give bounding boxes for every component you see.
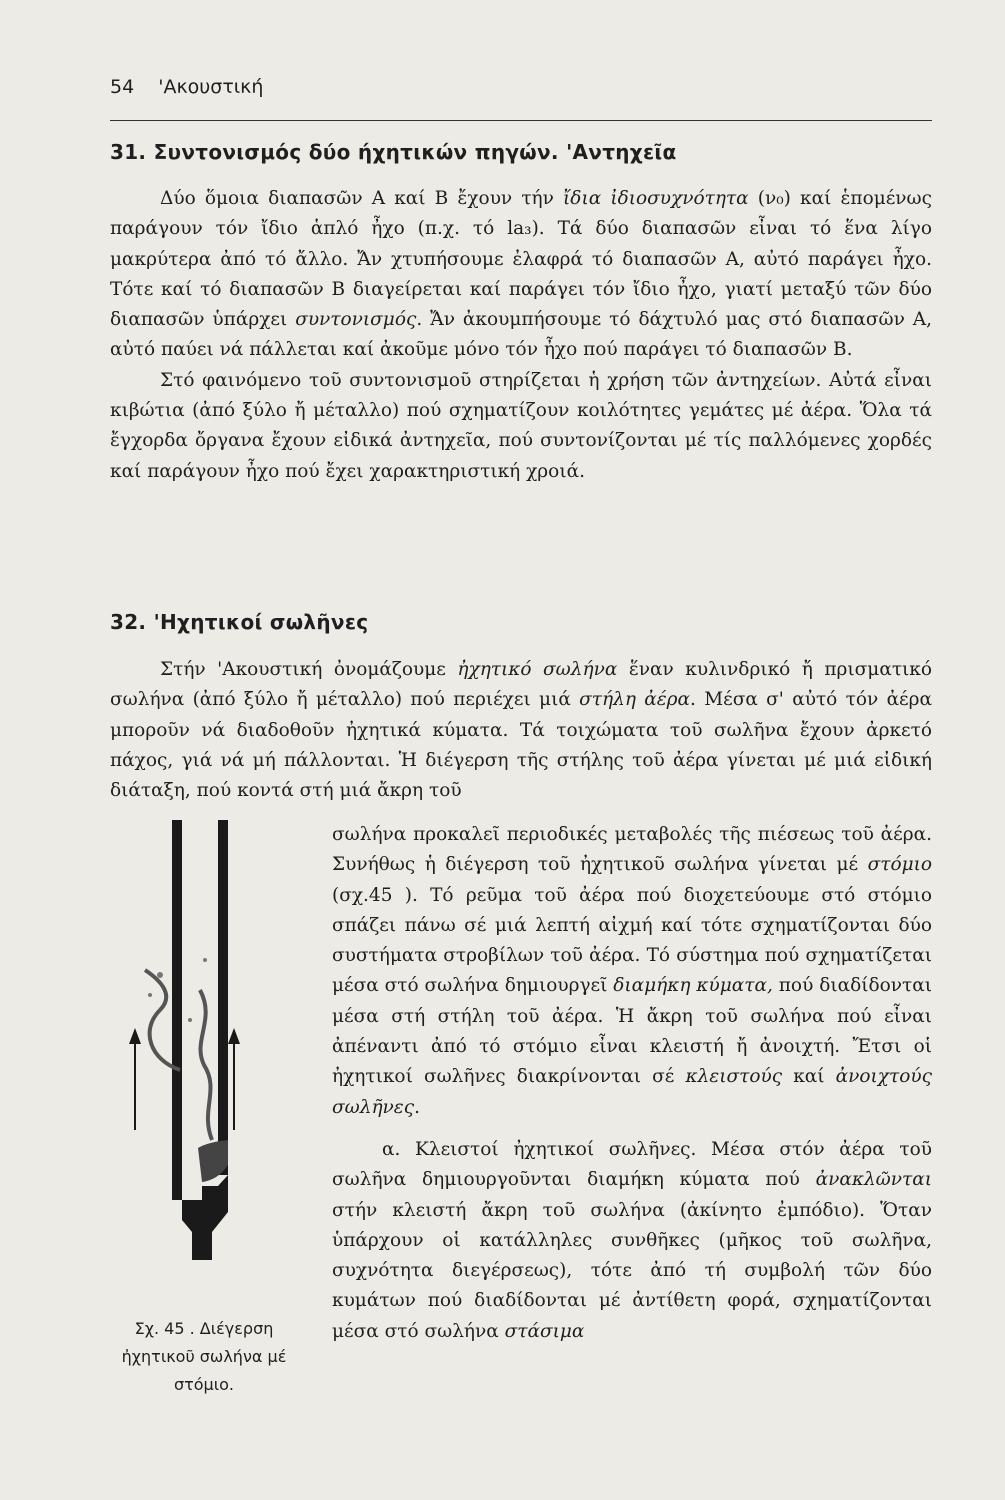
running-title: 'Ακουστική xyxy=(158,76,264,98)
paragraph: α. Κλειστοί ἠχητικοί σωλῆνες. Μέσα στόν ἀέρα τοῦ σωλῆνα δημιουργοῦνται διαμήκη κύματα πού ἀνακλῶνται στήν κλειστή ἄκρη τοῦ σωλήνα (ἀκίνητο ἐμπόδιο). Ὅταν ὑπάρχουν οἱ κατάλληλες συνθῆκες (μῆκος τοῦ σωλῆνα, συχνότητα διεγέρσεως), τότε ἀπό τή συμβολή τῶν δύο κυμάτων πού διαδίδονται μέ ἀντίθετη φορά, σχηματίζονται μέσα στό σωλήνα στάσιμα xyxy=(332,1138,932,1342)
arrow-head-icon xyxy=(228,1028,240,1044)
header-rule xyxy=(110,120,932,121)
section-31-heading: 31. Συντονισμός δύο ήχητικών πηγών. 'Αντηχεῖα xyxy=(110,140,677,164)
mouth-left-lip xyxy=(172,1140,182,1200)
vortex-inner xyxy=(200,990,212,1140)
paragraph: σωλήνα προκαλεῖ περιοδικές μεταβολές τῆς πιέσεως τοῦ ἀέρα. Συνήθως ἡ διέγερση τοῦ ἠχητικοῦ σωλήνα γίνεται μέ στόμιο (σχ.45 ). Τό ρεῦμα τοῦ ἀέρα πού διοχετεύουμε στό στόμιο σπάζει πάνω σέ μιά λεπτή αἰχμή καί τότε σχηματίζονται δύο συστήματα στροβίλων τοῦ ἀέρα. Τό σύστημα πού σχηματίζεται μέσα στό σωλήνα δημιουργεῖ διαμήκη κύματα, πού διαδίδονται μέσα στή στήλη τοῦ ἀέρα. Ἡ ἄκρη τοῦ σωλήνα πού εἶναι ἀπέναντι ἀπό τό στόμιο εἶναι κλειστή ἤ ἀνοιχτή. Ἔτσι οἱ ἠχητικοί σωλῆνες διακρίνονται σέ κλειστούς καί ἀνοιχτούς σωλῆνες. xyxy=(332,824,932,1118)
air-particle xyxy=(188,1018,192,1022)
section-32-body xyxy=(332,820,932,1347)
arrow-head-icon xyxy=(129,1028,141,1044)
paragraph: Δύο ὅμοια διαπασῶν Α καί Β ἔχουν τήν ἴδια ἰδιοσυχνότητα (ν₀) καί ἑπομένως παράγουν τόν ἴδιο ἁπλό ἦχο (π.χ. τό la₃). Τά δύο διαπασῶν εἶναι τό ἕνα λίγο μακρύτερα ἀπό τό ἄλλο. Ἄν χτυπήσουμε ἐλαφρά τό διαπασῶν Α, αὐτό παράγει ἦχο. Τότε καί τό διαπασῶν Β διαγείρεται καί παράγει τόν ἴδιο ἦχο, γιατί μεταξύ τῶν δύο διαπασῶν ὑπάρχει συντονισμός. Ἄν ἀκουμπήσουμε τό δάχτυλό μας στό διαπασῶν Α, αὐτό παύει νά πάλλεται καί ἀκοῦμε μόνο τόν ἦχο πού παράγει τό διαπασῶν Β. xyxy=(110,188,933,361)
paragraph: Στό φαινόμενο τοῦ συντονισμοῦ στηρίζεται ἡ χρήση τῶν ἀντηχείων. Αὐτά εἶναι κιβώτια (ἀπό ξύλο ἤ μέταλλο) πού σχηματίζουν κοιλότητες γεμάτες μέ ἀέρα. Ὅλα τά ἔγχορδα ὄργανα ἔχουν εἰδικά ἀντηχεῖα, πού συντονίζονται μέ τίς παλλόμενες χορδές καί παράγουν ἦχο πού ἔχει χαρακτηριστική χροιά. xyxy=(110,369,932,482)
air-particle xyxy=(203,958,207,962)
air-particle xyxy=(157,972,163,978)
pipe-right-wall xyxy=(218,820,228,1175)
pipe-mouthpiece-diagram xyxy=(120,820,310,1310)
pipe-left-wall xyxy=(172,820,182,1140)
paragraph: Στήν 'Ακουστική ὀνομάζουμε ἠχητικό σωλήνα ἕναν κυλινδρικό ἤ πρισματικό σωλήνα (ἀπό ξύλο ἤ μέταλλο) πού περιέχει μιά στήλη ἀέρα. Μέσα σ' αὐτό τόν ἀέρα μποροῦν νά διαδοθοῦν ἠχητικά κύματα. Τά τοιχώματα τοῦ σωλῆνα ἔχουν ἀρκετό πάχος, γιά νά μή πάλλονται. Ἡ διέγερση τῆς στήλης τοῦ ἀέρα γίνεται μέ μιά εἰδική διάταξη, πού κοντά στή μιά ἄκρη τοῦ xyxy=(110,659,933,802)
page-header xyxy=(110,76,932,98)
page-number: 54 xyxy=(110,76,135,98)
mouth-edge-block xyxy=(198,1140,228,1182)
figure-caption: Σχ. 45 . Διέγερση ἠχητικοῦ σωλήνα μέ στόμιο. xyxy=(121,1319,287,1394)
section-32-intro xyxy=(110,655,932,806)
section-31-body xyxy=(110,184,932,487)
mouthpiece-nozzle xyxy=(182,1175,228,1260)
air-particle xyxy=(148,993,152,997)
section-32-heading: 32. 'Ηχητικοί σωλῆνες xyxy=(110,610,369,634)
